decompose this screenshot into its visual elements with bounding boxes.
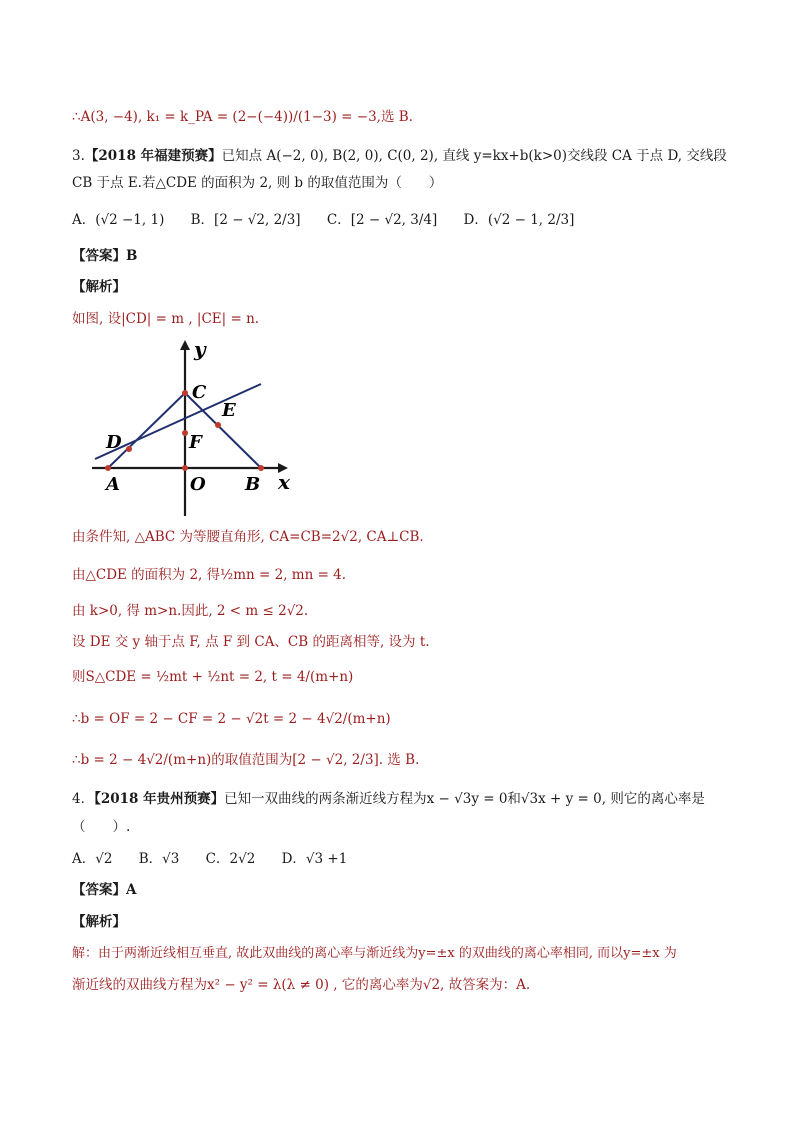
point-f bbox=[182, 430, 188, 436]
point-c bbox=[182, 390, 188, 396]
q3-stem-line2: CB 于点 E.若△CDE 的面积为 2, 则 b 的取值范围为（ ） bbox=[72, 175, 443, 191]
q3-solution-line4: 由 k>0, 得 m>n.因此, 2 < m ≤ 2√2. bbox=[72, 603, 309, 619]
q3-solution-line3: 由△CDE 的面积为 2, 得½mn = 2, mn = 4. bbox=[72, 567, 347, 583]
q4-option-b: B．√3 bbox=[138, 851, 180, 867]
q3-solution-line5: 设 DE 交 y 轴于点 F, 点 F 到 CA、CB 的距离相等, 设为 t. bbox=[72, 634, 430, 650]
q4-source-tag: 【2018 年贵州预赛】 bbox=[94, 791, 225, 807]
q3-option-b: B．[2 − √2, 2/3] bbox=[190, 212, 301, 228]
label-o: O bbox=[190, 474, 206, 495]
q4-answer: 【答案】A bbox=[72, 882, 137, 898]
q3-solution-line7: ∴b = OF = 2 − CF = 2 − √2t = 2 − 4√2/(m+n) bbox=[72, 711, 391, 727]
q3-option-d: D．(√2 − 1, 2/3] bbox=[463, 212, 575, 228]
triangle-figure bbox=[88, 336, 300, 520]
label-f: F bbox=[189, 432, 202, 453]
q3-option-a: A．(√2 −1, 1) bbox=[72, 212, 165, 228]
point-e bbox=[215, 422, 221, 428]
q4-stem-text: 已知一双曲线的两条渐近线方程为x − √3y = 0和√3x + y = 0, 则它的离心率是 bbox=[224, 791, 705, 807]
q3-options bbox=[72, 211, 596, 229]
q4-option-d: D．√3 +1 bbox=[281, 851, 348, 867]
q3-solution-line6: 则S△CDE = ½mt + ½nt = 2, t = 4/(m+n) bbox=[72, 669, 354, 685]
q4-stem-line1 bbox=[72, 790, 705, 808]
q4-analysis-heading: 【解析】 bbox=[72, 914, 126, 930]
q4-solution-line1: 解：由于两渐近线相互垂直, 故此双曲线的离心率与渐近线为y=±x 的双曲线的离心率相同, 而以y=±x 为 bbox=[72, 946, 677, 961]
previous-solution-line: ∴A(3, −4), k₁ = k_PA = (2−(−4))/(1−3) = −3,选 B. bbox=[72, 109, 413, 125]
q3-analysis-heading: 【解析】 bbox=[72, 279, 126, 295]
point-o bbox=[182, 465, 188, 471]
q3-stem-text: 已知点 A(−2, 0), B(2, 0), C(0, 2), 直线 y=kx+b(k>0)交线段 CA 于点 D, 交线段 bbox=[221, 148, 727, 164]
label-b: B bbox=[245, 474, 261, 495]
q4-option-a: A．√2 bbox=[72, 851, 113, 867]
q3-answer: 【答案】B bbox=[72, 248, 138, 264]
y-axis-arrow-icon bbox=[180, 340, 190, 350]
q4-solution-line2: 渐近线的双曲线方程为x² − y² = λ(λ ≠ 0) , 它的离心率为√2, 故答案为：A. bbox=[72, 977, 531, 993]
point-a bbox=[105, 465, 111, 471]
q4-options bbox=[72, 850, 369, 868]
q4-option-c: C．2√2 bbox=[205, 851, 256, 867]
q4-stem-line2: （ ）. bbox=[72, 819, 131, 835]
q3-solution-line1: 如图, 设|CD| = m , |CE| = n. bbox=[72, 311, 260, 327]
q3-number: 3. bbox=[72, 148, 85, 164]
q3-option-c: C．[2 − √2, 3/4] bbox=[326, 212, 438, 228]
point-d bbox=[126, 446, 132, 452]
q3-solution-line2: 由条件知, △ABC 为等腰直角形, CA=CB=2√2, CA⊥CB. bbox=[72, 529, 424, 545]
q3-source-tag: 【2018 年福建预赛】 bbox=[84, 148, 222, 164]
label-a: A bbox=[106, 474, 120, 495]
q3-stem-line1 bbox=[72, 147, 727, 165]
point-b bbox=[258, 465, 264, 471]
q4-number: 4． bbox=[72, 791, 95, 807]
label-x: x bbox=[278, 470, 290, 494]
label-c: C bbox=[192, 382, 207, 403]
segment-ca bbox=[108, 393, 185, 468]
label-e: E bbox=[222, 400, 236, 421]
q3-solution-line8: ∴b = 2 − 4√2/(m+n)的取值范围为[2 − √2, 2/3]. 选 B. bbox=[72, 752, 420, 768]
label-y: y bbox=[194, 337, 206, 361]
label-d: D bbox=[106, 432, 122, 453]
